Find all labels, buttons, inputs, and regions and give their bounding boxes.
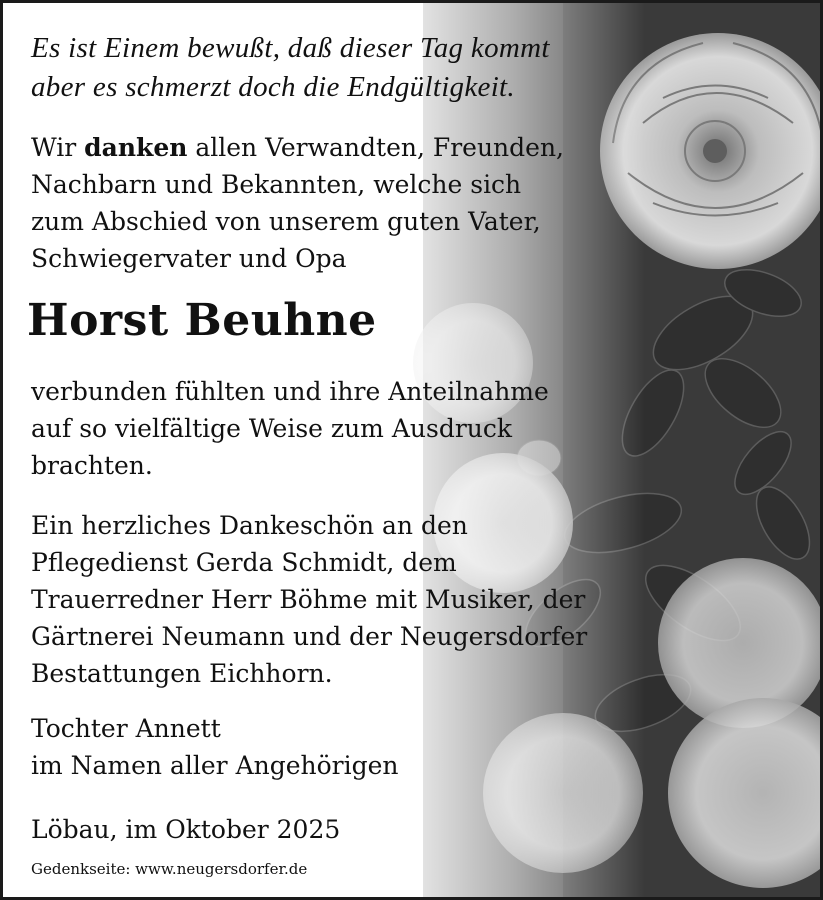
deceased-name: Horst Beuhne (27, 295, 377, 346)
thanks-paragraph (31, 129, 564, 277)
special-thanks-line: Gärtnerei Neumann und der Neugersdorfer (31, 622, 588, 651)
motto-line: Es ist Einem bewußt, daß dieser Tag kommt (31, 32, 550, 64)
special-thanks-line: Ein herzliches Dankeschön an den (31, 511, 468, 540)
motto-quote (31, 29, 550, 107)
place-date: Löbau, im Oktober 2025 (31, 815, 341, 844)
memorial-page-link[interactable]: Gedenkseite: www.neugersdorfer.de (31, 860, 308, 878)
thanks-line: Nachbarn und Bekannten, welche sich (31, 170, 522, 199)
connection-line: brachten. (31, 451, 153, 480)
motto-line: aber es schmerzt doch die Endgültigkeit. (31, 71, 515, 103)
signature-line: Tochter Annett (31, 714, 221, 743)
thanks-line: zum Abschied von unserem guten Vater, (31, 207, 541, 236)
signature-line: im Namen aller Angehörigen (31, 751, 399, 780)
thanks-line: Schwiegervater und Opa (31, 244, 347, 273)
thanks-emphasis: danken (84, 133, 188, 162)
special-thanks-paragraph (31, 507, 587, 692)
connection-line: auf so vielfältige Weise zum Ausdruck (31, 414, 513, 443)
special-thanks-line: Trauerredner Herr Böhme mit Musiker, der (31, 585, 586, 614)
signature-block (31, 710, 399, 784)
connection-paragraph (31, 373, 549, 484)
connection-line: verbunden fühlten und ihre Anteilnahme (31, 377, 549, 406)
special-thanks-line: Pflegedienst Gerda Schmidt, dem (31, 548, 457, 577)
thanks-line: Wir danken allen Verwandten, Freunden, (31, 133, 564, 162)
special-thanks-line: Bestattungen Eichhorn. (31, 659, 333, 688)
